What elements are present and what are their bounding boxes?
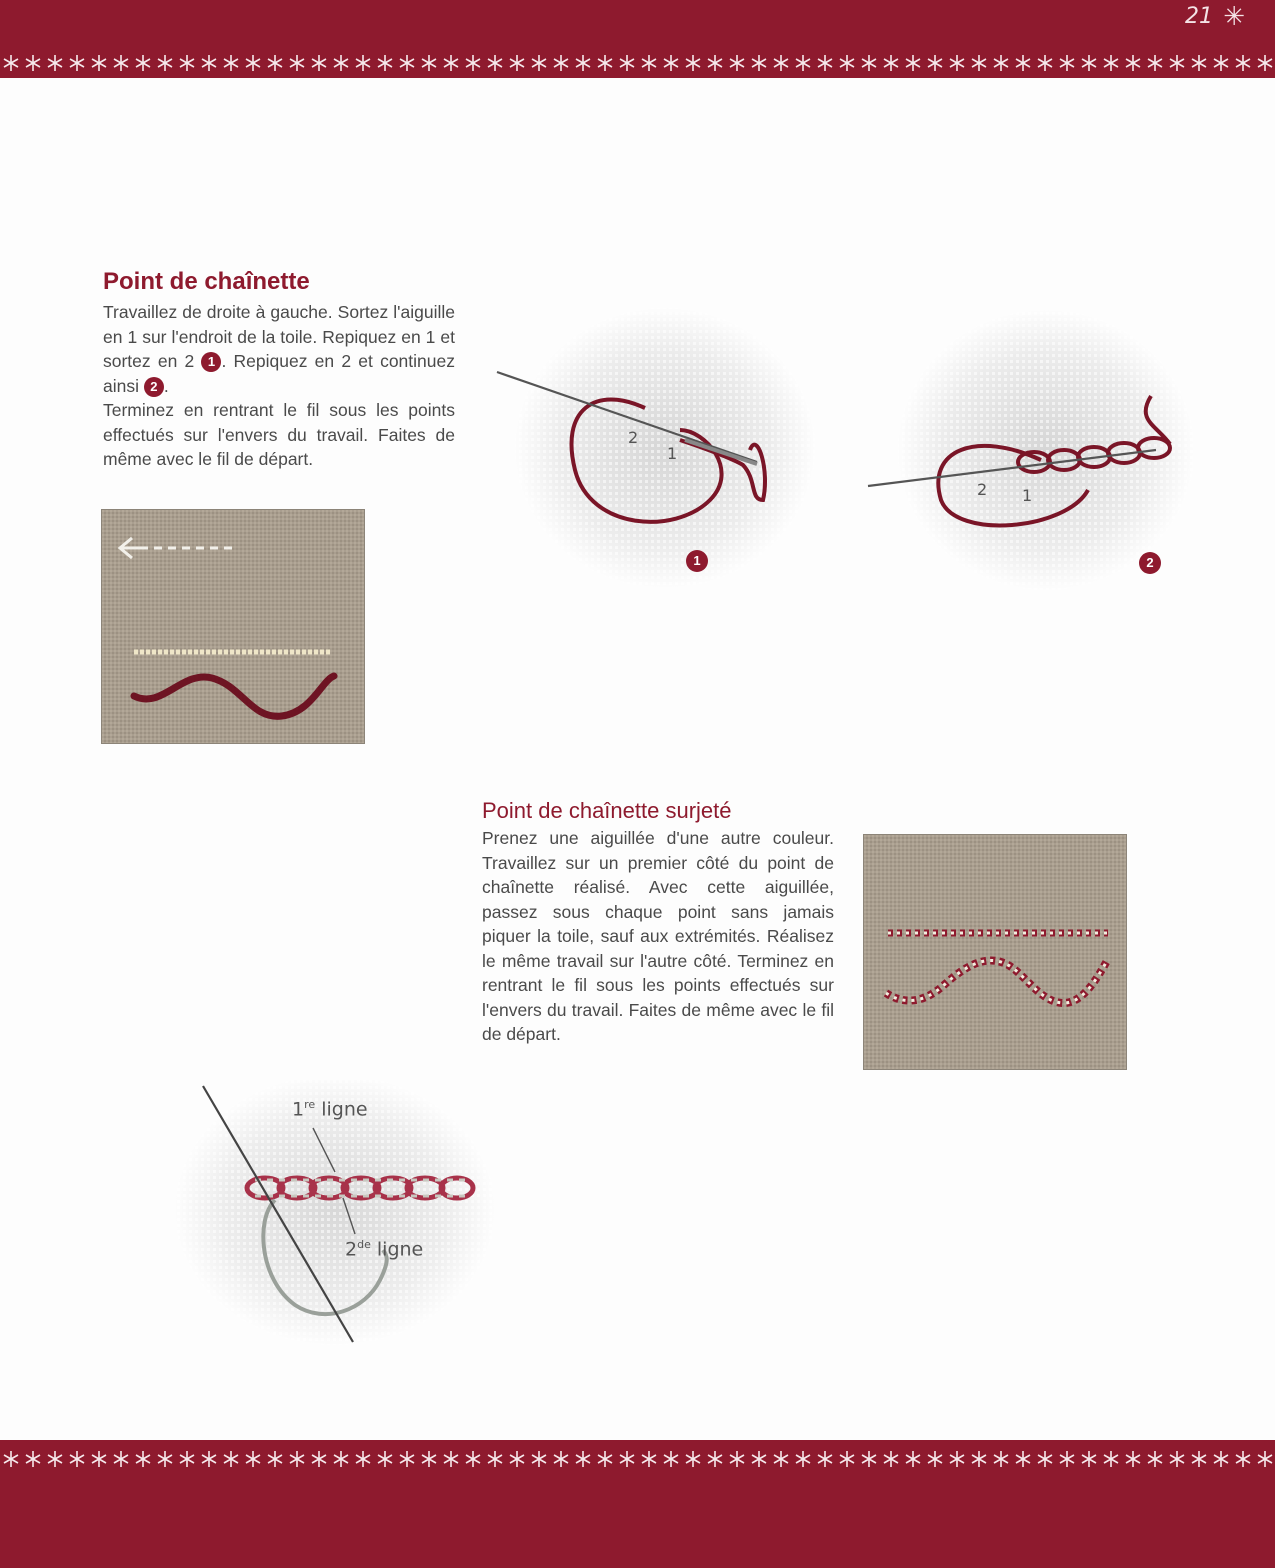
step-badge: 1	[201, 352, 221, 372]
figure-surjete-lines	[165, 1080, 495, 1350]
point-label-1: 1	[1022, 486, 1033, 505]
text-line: Terminez en rentrant le fil sous les points effectués sur l'envers du travail. Faites de même avec le fil de départ.	[103, 400, 455, 469]
section-title-surjete: Point de chaînette surjeté	[482, 798, 732, 823]
photo-surjete-sample	[863, 834, 1127, 1070]
point-label-2: 2	[628, 428, 639, 447]
figure-step-2	[866, 300, 1196, 590]
section-text-chainette	[103, 300, 455, 472]
text-line: Travaillez de droite à gauche. Sortez l'aiguille en 1 sur l'endroit de la toile. Repiquez en 1 et sortez en 2	[103, 302, 455, 371]
bottom-snowflake-border	[0, 1446, 1275, 1472]
text-line: . Repiquez en 2 et continuez ainsi	[103, 351, 455, 396]
label-first-line: 1re ligne	[292, 1098, 368, 1121]
step-badge: 2	[144, 377, 164, 397]
section-text-surjete: Prenez une aiguillée d'une autre couleur. Travaillez sur un premier côté du point de chaînette réalisé. Avec cette aiguillée, passez sous chaque point sans jamais piquer la toile, sauf aux extrémités. Réalisez le même travail sur l'autre côté. Terminez en rentrant le fil sous les points effectués sur l'envers du travail. Faites de même avec le fil de départ.	[482, 828, 834, 1044]
section-title-chainette: Point de chaînette	[103, 268, 310, 295]
figure-number-badge: 1	[686, 550, 708, 572]
page-number: 21	[1185, 4, 1213, 29]
point-label-2: 2	[977, 480, 988, 499]
text-line: .	[163, 375, 169, 396]
label-second-line: 2de ligne	[345, 1238, 424, 1261]
figure-number-badge: 2	[1139, 552, 1161, 574]
point-label-1: 1	[667, 444, 678, 463]
photo-chainette-sample	[101, 509, 365, 744]
top-snowflake-border	[0, 50, 1275, 76]
star-icon: ✳	[1223, 2, 1245, 32]
figure-step-1	[495, 300, 825, 590]
